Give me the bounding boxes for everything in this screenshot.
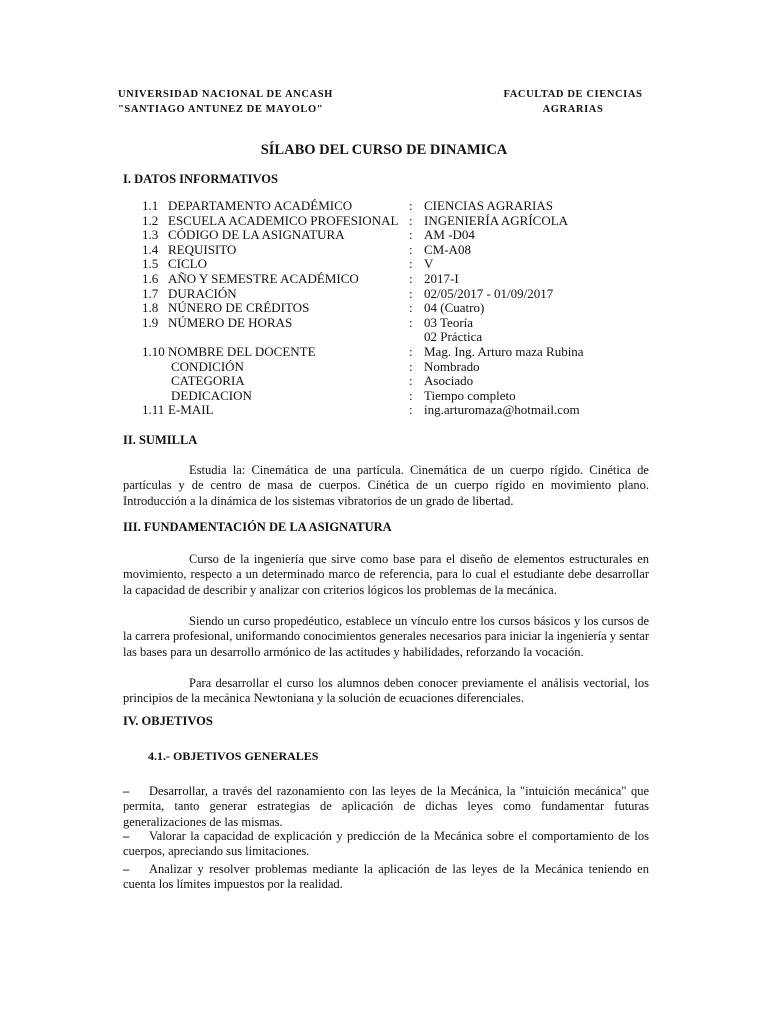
university-header: [118, 87, 333, 117]
info-row-value: Mag. Ing. Arturo maza Rubina: [424, 343, 584, 359]
info-row-colon: :: [409, 227, 413, 243]
fundamentacion-text-1: Curso de la ingeniería que sirve como base para el diseño de elementos estructurales en movimiento, respecto a un determinado marco de referencia, para lo cual el estudiante debe desarrollar la capacidad de describir y analizar con criterios lógicos los problemas de la mecánica.: [123, 552, 649, 597]
info-row-number: 1.9: [142, 314, 159, 330]
info-row-label: DEDICACION: [171, 387, 252, 403]
info-row-colon: :: [409, 270, 413, 286]
info-row-label: DEPARTAMENTO ACADÉMICO: [168, 198, 353, 213]
bullet-dash: –: [123, 784, 130, 798]
info-row-value: CIENCIAS AGRARIAS: [424, 198, 553, 213]
section-heading-objetivos: IV. OBJETIVOS: [123, 714, 213, 728]
info-row-label: CATEGORIA: [171, 373, 245, 389]
info-row-value: V: [424, 256, 434, 272]
info-row-label: CICLO: [168, 256, 207, 272]
objective-item: [123, 784, 649, 830]
university-name: UNIVERSIDAD NACIONAL DE ANCASH: [118, 89, 333, 100]
info-row-value: 03 Teoría: [424, 314, 474, 330]
university-subtitle: "SANTIAGO ANTUNEZ DE MAYOLO": [118, 104, 324, 115]
info-row-colon: :: [409, 212, 413, 228]
info-row-colon: :: [409, 314, 413, 330]
document-title: SÍLABO DEL CURSO DE DINAMICA: [260, 142, 508, 158]
info-row-label: NOMBRE DEL DOCENTE: [168, 343, 316, 359]
info-row-number: 1.2: [142, 212, 159, 228]
fundamentacion-text-2: Siendo un curso propedéutico, establece un vínculo entre los cursos básicos y los cursos de la carrera profesional, uniformando conocimientos generales necesarios para iniciar la ingeniería y sentar las bases para un desarrollo armónico de las actitudes y habilidades, reforzando la vocación.: [123, 614, 649, 659]
info-row-label: CONDICIÓN: [171, 358, 244, 374]
info-row-number: 1.3: [142, 227, 159, 243]
section-heading-sumilla: II. SUMILLA: [123, 433, 198, 447]
info-row-number: 1.7: [142, 285, 159, 301]
section-heading-fundamentacion: III. FUNDAMENTACIÓN DE LA ASIGNATURA: [123, 520, 392, 534]
info-row-colon: :: [409, 300, 413, 316]
info-row-value: 02/05/2017 - 01/09/2017: [424, 285, 554, 301]
info-row-colon: :: [409, 285, 413, 301]
fundamentacion-paragraph-2: [123, 614, 649, 660]
bullet-dash: –: [123, 829, 130, 843]
info-row-number: 1.11: [142, 402, 165, 418]
info-row-label: REQUISITO: [168, 241, 237, 257]
info-row-value: ing.arturomaza@hotmail.com: [424, 402, 580, 418]
faculty-header: [470, 87, 676, 117]
objective-text: Analizar y resolver problemas mediante la aplicación de las leyes de la Mecánica teniendo en cuenta los límites impuestos por la realidad.: [123, 862, 649, 892]
sumilla-text: Estudia la: Cinemática de una partícula. Cinemática de un cuerpo rígido. Cinética de partículas y de centro de masa de cuerpos. Cinética de un cuerpo rígido en movimiento plano. Introducción a la dinámica de los sistemas vibratorios de un grado de libertad.: [123, 463, 649, 508]
info-row-value: 04 (Cuatro): [424, 300, 485, 316]
info-row-number: 1.1: [142, 198, 159, 213]
info-row-colon: :: [409, 373, 413, 389]
bullet-dash: –: [123, 862, 130, 876]
info-row-label: NÚMERO DE HORAS: [168, 314, 293, 330]
section-heading-datos: I. DATOS INFORMATIVOS: [123, 172, 278, 186]
fundamentacion-text-3: Para desarrollar el curso los alumnos deben conocer previamente el análisis vectorial, los principios de la mecánica Newtoniana y la solución de ecuaciones diferenciales.: [123, 676, 649, 706]
objective-item: [123, 862, 649, 893]
info-row-colon: :: [409, 256, 413, 272]
info-row-colon: :: [409, 402, 413, 418]
info-row-value: Nombrado: [424, 358, 480, 374]
info-row-label: CÓDIGO DE LA ASIGNATURA: [168, 227, 345, 243]
faculty-name-line2: AGRARIAS: [542, 104, 604, 115]
info-row-number: 1.6: [142, 270, 159, 286]
info-row-value: INGENIERÍA AGRÍCOLA: [424, 212, 569, 228]
info-row-colon: :: [409, 241, 413, 257]
info-row-value: AM -D04: [424, 227, 475, 243]
faculty-name-line1: FACULTAD DE CIENCIAS: [503, 89, 643, 100]
info-row-colon: :: [409, 198, 413, 213]
info-row-label: NÚNERO DE CRÉDITOS: [168, 300, 310, 316]
info-row-value: Asociado: [424, 373, 474, 389]
fundamentacion-paragraph-1: [123, 552, 649, 598]
info-row-value: 2017-I: [424, 270, 459, 286]
info-row-colon: :: [409, 358, 413, 374]
info-row-value: 02 Práctica: [424, 329, 483, 345]
info-row-colon: :: [409, 387, 413, 403]
info-row-label: E-MAIL: [168, 402, 214, 418]
objective-text: Valorar la capacidad de explicación y predicción de la Mecánica sobre el comportamiento de los cuerpos, apreciando sus limitaciones.: [123, 829, 649, 859]
info-row-number: 1.4: [142, 241, 159, 257]
objective-item: [123, 829, 649, 860]
sumilla-paragraph: [123, 463, 649, 509]
info-row-value: Tiempo completo: [424, 387, 516, 403]
objetivos-generales-heading: 4.1.- OBJETIVOS GENERALES: [148, 749, 319, 763]
info-row-label: ESCUELA ACADEMICO PROFESIONAL: [168, 212, 399, 228]
info-row-colon: :: [409, 343, 413, 359]
info-row-number: 1.8: [142, 300, 159, 316]
objective-text: Desarrollar, a través del razonamiento con las leyes de la Mecánica, la "intuición mecánica" que permita, tanto generar estrategias de aplicación de dichas leyes como fundamentar futuras generalizaciones de las mismas.: [123, 784, 649, 829]
info-row-number: 1.10: [142, 343, 165, 359]
info-row-label: AÑO Y SEMESTRE ACADÉMICO: [168, 270, 359, 286]
info-row-number: 1.5: [142, 256, 159, 272]
info-row-value: CM-A08: [424, 241, 471, 257]
fundamentacion-paragraph-3: [123, 676, 649, 707]
info-row-label: DURACIÓN: [168, 285, 237, 301]
